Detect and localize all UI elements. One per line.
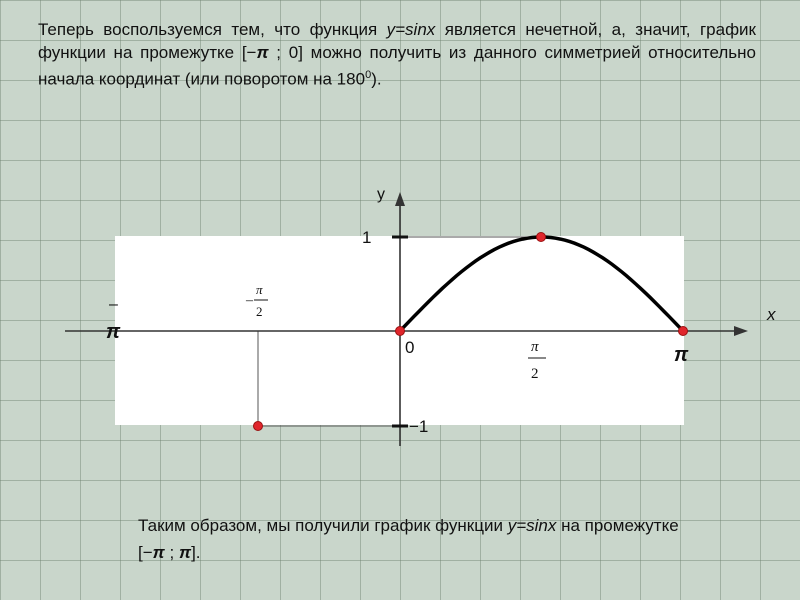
intro-part2: является нечетной, а, значит, график функции на промежутке [ [38, 20, 756, 62]
outro-text [138, 512, 698, 566]
outro-part2: на промежутке [ [138, 516, 679, 562]
intro-function: y=sinx [386, 20, 436, 39]
intro-degree: 0 [365, 69, 372, 81]
outro-function: y=sinx [507, 516, 557, 535]
point-pi [679, 327, 688, 336]
y-tick-label-1: 1 [362, 228, 372, 247]
neg-half-pi-num: π [256, 282, 263, 297]
outro-sep: ; [164, 543, 179, 562]
half-pi-den: 2 [531, 366, 539, 382]
x-axis-label: x [767, 305, 776, 324]
neg-pi-label: π [106, 321, 121, 343]
x-axis-arrow [734, 326, 748, 336]
intro-pi: π [256, 43, 269, 62]
neg-half-pi-den: 2 [256, 304, 263, 319]
y-axis-arrow [395, 192, 405, 206]
neg-pi-minus: – [109, 296, 118, 313]
outro-part3: ]. [191, 543, 201, 562]
outro-part1: Таким образом, мы получили график функции [138, 516, 508, 535]
intro-part1: Теперь воспользуемся тем, что функция [38, 20, 387, 39]
outro-minus: − [142, 543, 153, 562]
intro-part3: ; 0] можно получить из данного симметрией относительно начала координат (или поворотом на 180 [38, 43, 756, 89]
point-neg-min [254, 422, 263, 431]
half-pi-num: π [531, 339, 539, 355]
outro-pi-left: π [152, 543, 165, 562]
origin-label: 0 [405, 338, 415, 357]
y-tick-label-minus-1: −1 [409, 417, 429, 436]
intro-part4: ). [371, 69, 382, 89]
outro-pi-right: π [178, 543, 192, 562]
intro-minus: − [246, 43, 257, 62]
pi-label: π [674, 344, 689, 366]
y-axis-label: y [377, 186, 385, 203]
point-origin [396, 327, 405, 336]
point-max [537, 233, 546, 242]
neg-half-pi-sign: – [246, 293, 253, 308]
